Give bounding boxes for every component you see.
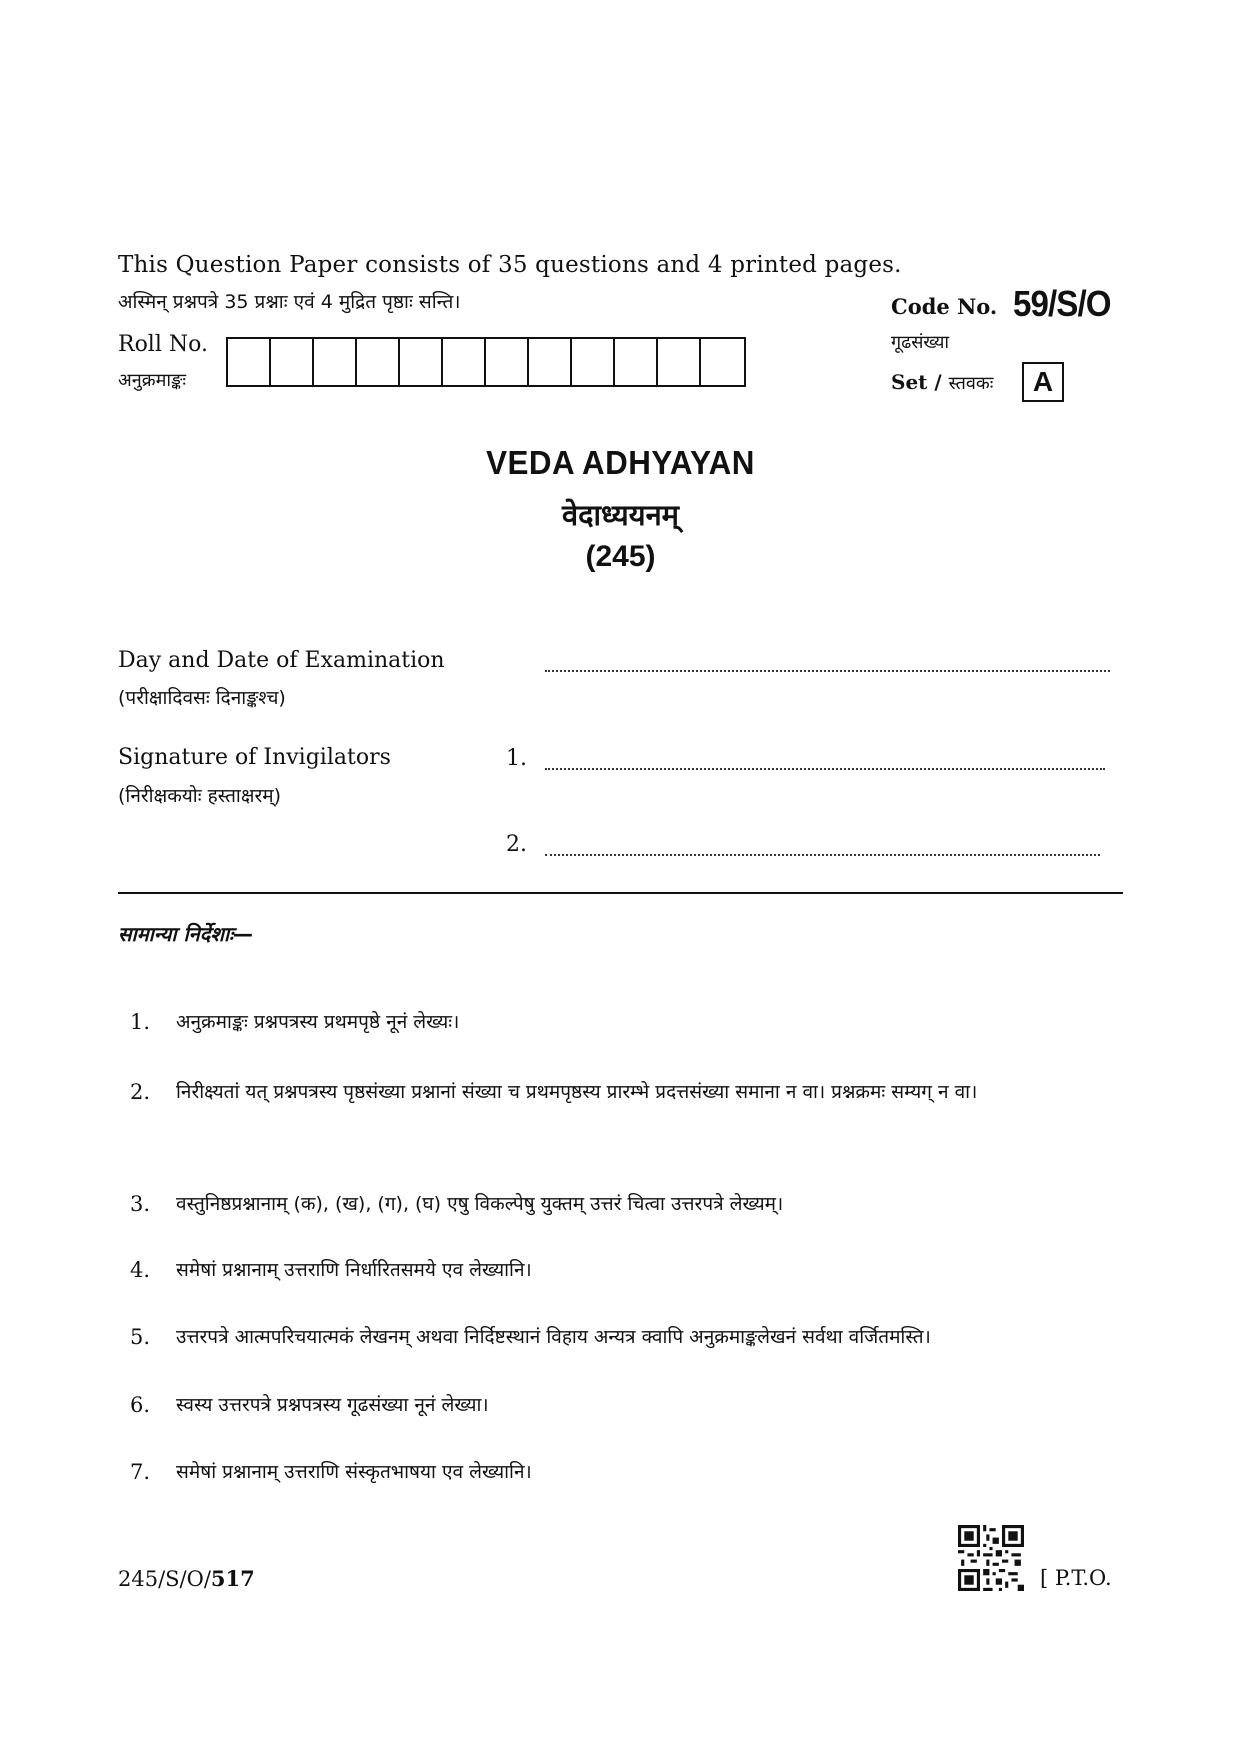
roll-number-box[interactable] [572,339,615,385]
roll-number-box[interactable] [529,339,572,385]
set-value-box: A [1022,362,1064,402]
instruction-item [130,1005,1130,1039]
code-label-hindi: गूढसंख्या [891,332,950,353]
instruction-text: समेषां प्रश्नानाम् उत्तराणि संस्कृतभाषया एव लेख्यानि। [176,1461,532,1483]
roll-number-boxes[interactable] [226,337,746,387]
roll-number-box[interactable] [357,339,400,385]
signature-field-1[interactable] [545,768,1105,770]
instruction-number: 5. [130,1325,151,1349]
instruction-item [130,1187,1130,1221]
instruction-text: स्वस्य उत्तरपत्रे प्रश्नपत्रस्य गूढसंख्या नूनं लेख्या। [176,1394,489,1416]
instruction-number: 2. [130,1080,151,1104]
roll-number-box[interactable] [701,339,744,385]
section-divider [118,892,1123,894]
instruction-number: 7. [130,1460,151,1484]
page-count-note: This Question Paper consists of 35 questions and 4 printed pages. [118,252,902,278]
paper-code-number: 517 [210,1566,255,1591]
roll-number-box[interactable] [443,339,486,385]
instruction-text: वस्तुनिष्ठप्रश्नानाम् (क), (ख), (ग), (घ) एषु विकल्पेषु युक्तम् उत्तरं चित्वा उत्तरपत्रे लेख्यम्। [176,1193,784,1215]
code-value: 59/S/O [1013,283,1111,324]
instruction-text: अनुक्रमाङ्कः प्रश्नपत्रस्य प्रथमपृष्ठे नूनं लेख्यः। [176,1011,460,1033]
general-instructions-heading: सामान्या निर्देशाः— [118,922,254,946]
instruction-text: समेषां प्रश्नानाम् उत्तराणि निर्धारितसमये एव लेख्यानि। [176,1259,532,1281]
set-label-hindi: स्तवकः [948,373,994,394]
roll-number-box[interactable] [658,339,701,385]
page-count-note-hindi: अस्मिन् प्रश्नपत्रे 35 प्रश्नाः एवं 4 मुद्रित पृष्ठाः सन्ति। [118,291,461,313]
instruction-text: निरीक्ष्यतां यत् प्रश्नपत्रस्य पृष्ठसंख्या प्रश्नानां संख्या च प्रथमपृष्ठस्य प्रारम्भे प्रदत्तसंख्या समाना न वा। प्रश्नक्रमः सम्यग् न वा। [176,1081,978,1103]
paper-code-footer [118,1566,255,1591]
instruction-number: 6. [130,1393,151,1417]
set-label [891,370,993,395]
roll-number-box[interactable] [314,339,357,385]
roll-number-box[interactable] [228,339,271,385]
qr-code-icon [958,1525,1024,1591]
instruction-number: 4. [130,1258,151,1282]
instruction-item [130,1253,1130,1287]
instruction-item [130,1388,1130,1422]
subject-code: (245) [585,540,656,573]
subject-title: VEDA ADHYAYAN [486,444,755,481]
exam-date-label: Day and Date of Examination [118,648,445,673]
paper-code-prefix: 245/S/O/ [118,1567,211,1591]
subject-title-hindi: वेदाध्ययनम् [561,498,679,532]
invigilator-signature-label: Signature of Invigilators [118,745,391,770]
invigilator-signature-label-hindi: (निरीक्षकयोः हस्ताक्षरम्) [118,785,282,807]
signature-number-1: 1. [506,746,527,771]
please-turn-over: [ P.T.O. [1040,1566,1112,1590]
set-label-en: Set / [891,370,942,394]
instruction-item [130,1455,1130,1489]
exam-date-field[interactable] [545,670,1110,672]
instruction-number: 1. [130,1010,151,1034]
signature-field-2[interactable] [545,854,1100,856]
instruction-item [130,1320,1130,1354]
code-label: Code No. [891,294,998,319]
roll-number-box[interactable] [486,339,529,385]
roll-number-label-hindi: अनुक्रमाङ्कः [118,370,187,391]
exam-date-label-hindi: (परीक्षादिवसः दिनाङ्कश्च) [118,687,286,709]
roll-number-box[interactable] [615,339,658,385]
instruction-number: 3. [130,1192,151,1216]
instruction-text: उत्तरपत्रे आत्मपरिचयात्मकं लेखनम् अथवा निर्दिष्टस्थानं विहाय अन्यत्र क्वापि अनुक्रमाङ्कलेखनं सर्वथा वर्जितमस्ति। [176,1326,931,1348]
signature-number-2: 2. [506,832,527,857]
roll-number-label: Roll No. [118,332,208,357]
roll-number-box[interactable] [400,339,443,385]
roll-number-box[interactable] [271,339,314,385]
instruction-item [130,1075,1130,1109]
